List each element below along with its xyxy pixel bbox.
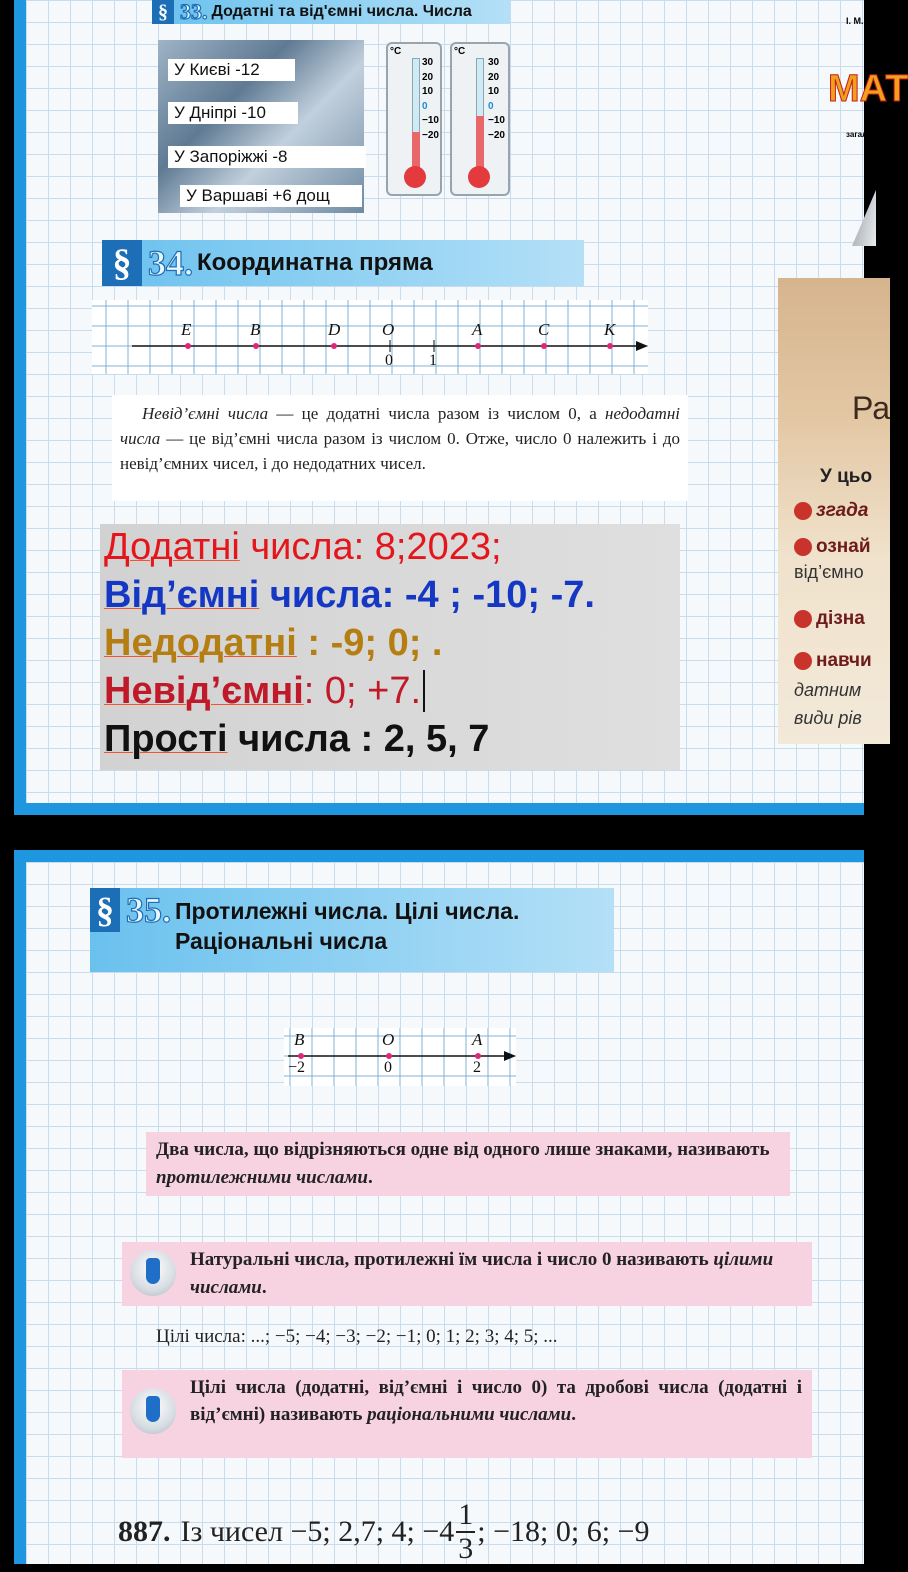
- section-number: 34.: [148, 243, 193, 283]
- section-number: 33.: [180, 0, 208, 24]
- city-label: У Запоріжжі -8: [168, 146, 366, 168]
- tick-label: 2: [473, 1059, 481, 1076]
- tick-label: 0: [384, 1059, 392, 1076]
- cone-image: [852, 190, 876, 246]
- thermometer-icon: °C 30 20 10 0 −10 −20: [386, 42, 442, 196]
- point-marker: [331, 343, 337, 349]
- point-marker: [607, 343, 613, 349]
- point-marker: [475, 343, 481, 349]
- city-label: У Варшаві +6 дощ: [180, 185, 362, 207]
- point-marker: [253, 343, 259, 349]
- city-label: У Києві -12: [168, 59, 295, 81]
- answer-line-nonpositive: Недодатні : -9; 0; .: [104, 622, 443, 664]
- definition-rational-numbers: Цілі числа (додатні, від’ємні і число 0) та дробові числа (додатні і від’ємні) називають раціональними числами.: [122, 1370, 812, 1458]
- point-label: C: [538, 320, 550, 339]
- coordinate-line-figure: [92, 300, 648, 374]
- coordinate-line-figure: [284, 1028, 516, 1086]
- definition-opposite-numbers: Два числа, що відрізняються одне від одного лише знаками, називають протилежними числами.: [146, 1132, 790, 1196]
- section-title: Координатна пряма: [197, 249, 433, 276]
- bullet-icon: [794, 652, 812, 670]
- tick-label: 1: [429, 352, 437, 369]
- paragraph-sign-icon: §: [90, 888, 120, 932]
- point-label: O: [382, 320, 395, 339]
- tick-label: 0: [385, 352, 393, 369]
- answer-line-positive: Додатні числа: 8;2023;: [104, 526, 502, 568]
- key-rule-icon: [130, 1388, 176, 1434]
- book-title: МАТ: [828, 68, 908, 110]
- fraction: 1 3: [458, 1498, 474, 1565]
- point-label: K: [604, 320, 616, 339]
- bullet-icon: [794, 610, 812, 628]
- bullet-icon: [794, 538, 812, 556]
- section-title: Раціональні числа: [175, 928, 388, 954]
- answer-line-negative: Від’ємні числа: -4 ; -10; -7.: [104, 574, 595, 616]
- textbook-page-bottom: [14, 850, 864, 1564]
- point-marker: [185, 343, 191, 349]
- book-contents-card: Ра У цьо згада ознай від’ємно дізна навчи датним види рів: [778, 278, 890, 744]
- key-rule-icon: [130, 1250, 176, 1296]
- answer-box: [100, 524, 680, 770]
- book-author: І. М. Б: [846, 16, 873, 26]
- point-label: D: [328, 320, 341, 339]
- point-label: A: [472, 1030, 483, 1049]
- point-label: A: [472, 320, 483, 339]
- point-label: B: [250, 320, 261, 339]
- weather-photo: [158, 40, 364, 213]
- section-title: Додатні та від'ємні числа. Числа: [211, 3, 472, 20]
- answer-line-nonnegative: Невід’ємні: 0; +7.: [104, 670, 425, 713]
- section-title: Протилежні числа. Цілі числа.: [175, 898, 520, 924]
- bullet-icon: [794, 502, 812, 520]
- exercise-887: 887. Із чисел −5; 2,7; 4; −4 1 3 ; −18; 0; 6; −9: [118, 1498, 650, 1565]
- city-label: У Дніпрі -10: [168, 102, 298, 124]
- section-33-header: [152, 0, 510, 24]
- exercise-number: 887.: [118, 1515, 171, 1548]
- integers-list: Цілі числа: ...; −5; −4; −3; −2; −1; 0; 1; 2; 3; 4; 5; ...: [156, 1326, 558, 1347]
- point-label: B: [294, 1030, 305, 1049]
- textbook-page-top: [14, 0, 908, 815]
- definition-nonnegative: Невід’ємні числа — це додатні числа разом із числом 0, а недодатні числа — це від’ємні числа разом із числом 0. Отже, число 0 належить і до невід’ємних чисел, і до недодатних чисел.: [112, 395, 688, 501]
- point-label: O: [382, 1030, 395, 1049]
- tick-label: −2: [288, 1059, 306, 1076]
- point-label: E: [181, 320, 192, 339]
- point-marker: [541, 343, 547, 349]
- definition-integers: Натуральні числа, протилежні їм числа і число 0 називають цілими числами.: [122, 1242, 812, 1306]
- paragraph-sign-icon: §: [102, 240, 142, 286]
- section-34-header: [102, 240, 584, 286]
- section-number: 35.: [126, 890, 171, 930]
- paragraph-sign-icon: §: [152, 0, 174, 24]
- answer-line-primes: Прості числа : 2, 5, 7: [104, 718, 490, 760]
- book-subtitle: загаль: [846, 130, 873, 139]
- section-35-header: [90, 888, 614, 972]
- thermometer-icon: °C 30 20 10 0 −10 −20: [450, 42, 510, 196]
